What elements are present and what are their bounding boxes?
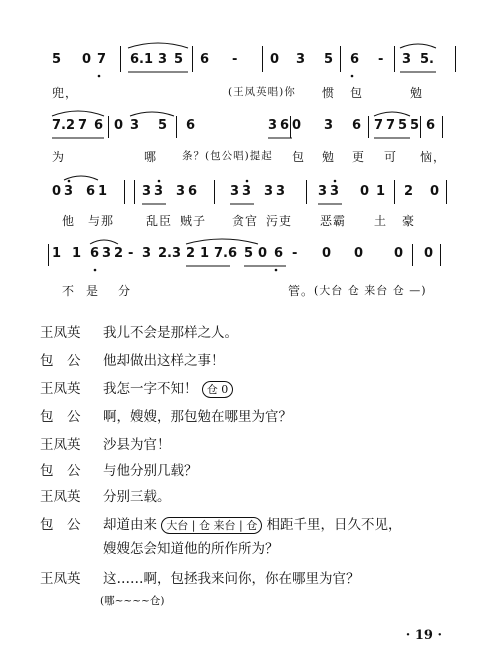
dialogue-text xyxy=(103,516,402,534)
note: 0 xyxy=(322,246,332,261)
speaker-name: 王凤英 xyxy=(40,325,81,341)
slur-marks xyxy=(0,52,490,82)
lyric: 更 xyxy=(352,150,366,164)
note: 1 xyxy=(376,184,386,199)
percussion-cue: (哪~~~~仓) xyxy=(100,595,165,607)
lyrics-row xyxy=(0,212,490,232)
notation-row xyxy=(0,118,490,144)
note: 3 xyxy=(142,246,152,261)
score-system-1 xyxy=(0,40,490,110)
note: - xyxy=(128,246,134,261)
note: 7.6 xyxy=(214,246,238,261)
lyric: 管。 xyxy=(288,284,315,298)
lyric: 分 xyxy=(118,284,132,298)
note: 1 xyxy=(98,184,108,199)
note: 6 xyxy=(90,246,100,261)
note: 3 xyxy=(176,184,186,199)
note: 0 xyxy=(258,246,268,261)
lyrics-row xyxy=(0,84,490,104)
note: - xyxy=(292,246,298,261)
slur-marks xyxy=(0,246,490,276)
note: 1 xyxy=(200,246,210,261)
note: 6.1 xyxy=(130,52,154,67)
note: 3 xyxy=(130,118,140,133)
note: 2 xyxy=(404,184,414,199)
note: 0 xyxy=(424,246,434,261)
note: 5 xyxy=(324,52,334,67)
note: 5 xyxy=(158,118,168,133)
lyric: 贼子 xyxy=(180,214,207,228)
dialogue-text: 啊，嫂嫂，那包勉在哪里为官？ xyxy=(103,409,292,425)
speaker-name: 王凤英 xyxy=(40,381,81,397)
dialogue-line xyxy=(0,516,490,560)
slur-marks xyxy=(0,118,490,148)
note: 6 xyxy=(188,184,198,199)
dialogue-text: 沙县为官！ xyxy=(103,437,171,453)
lyric: 土 xyxy=(374,214,388,228)
score-system-2 xyxy=(0,112,490,172)
note: 3 xyxy=(330,184,340,199)
lyric: 兜， xyxy=(52,86,79,100)
note: 3 xyxy=(158,52,168,67)
note: 6 xyxy=(280,118,290,133)
lyrics-row xyxy=(0,282,490,302)
note: 5 xyxy=(398,118,408,133)
note: 0 xyxy=(270,52,280,67)
note: 2.3 xyxy=(158,246,182,261)
note: 2 xyxy=(186,246,196,261)
note: 3 xyxy=(242,184,252,199)
note: 3 xyxy=(276,184,286,199)
lyric: 哪 xyxy=(144,150,158,164)
note: 0 xyxy=(82,52,92,67)
dialogue-text: 这……啊，包拯我来问你，你在哪里为官？ xyxy=(103,571,360,587)
lyric: 贪官 xyxy=(232,214,259,228)
lyric: 他 xyxy=(62,214,76,228)
dialogue-line xyxy=(0,570,490,614)
dialogue-text xyxy=(103,380,233,398)
lyrics-row xyxy=(0,148,490,168)
speaker-name: 包 公 xyxy=(40,353,81,369)
lyric: 乱臣 xyxy=(146,214,173,228)
note: 0 xyxy=(354,246,364,261)
lyric: 惯 xyxy=(322,86,336,100)
note: 1 xyxy=(72,246,82,261)
note: 6 xyxy=(352,118,362,133)
note: 3 xyxy=(402,52,412,67)
page-number: · 19 · xyxy=(405,628,442,643)
lyric: 不 xyxy=(62,284,76,298)
lyric: 勉 xyxy=(322,150,336,164)
note: 0 xyxy=(52,184,62,199)
note: 3 xyxy=(230,184,240,199)
note: 3 xyxy=(268,118,278,133)
lyric: 与那 xyxy=(88,214,115,228)
note: 7 xyxy=(386,118,396,133)
dialogue-text-continued: 嫂嫂怎会知道他的所作所为？ xyxy=(103,541,279,557)
note: - xyxy=(232,52,238,67)
lyric: 恶霸 xyxy=(320,214,347,228)
notation-row xyxy=(0,184,490,210)
note: 3 xyxy=(296,52,306,67)
note: 5. xyxy=(420,52,434,67)
note: 6 xyxy=(274,246,284,261)
dialogue-text: 他却做出这样之事！ xyxy=(103,353,225,369)
note: 6 xyxy=(350,52,360,67)
speaker-name: 王凤英 xyxy=(40,571,81,587)
note: 2 xyxy=(114,246,124,261)
note: 0 xyxy=(114,118,124,133)
note: 7 xyxy=(78,118,88,133)
note: 6 xyxy=(200,52,210,67)
speaker-name: 包 公 xyxy=(40,409,81,425)
note: 3 xyxy=(264,184,274,199)
note: 7 xyxy=(97,52,107,67)
speaker-name: 包 公 xyxy=(40,517,81,533)
lyric: (王凤英唱)你 xyxy=(228,86,296,98)
lyric: 条？(包公唱)提起 xyxy=(182,150,273,162)
lyric: 恼， xyxy=(420,150,447,164)
slur-marks xyxy=(0,184,490,214)
lyric: 包 xyxy=(292,150,306,164)
note: 3 xyxy=(318,184,328,199)
score-system-4 xyxy=(0,238,490,308)
percussion-cue: 大台 | 仓 来台 | 仓 xyxy=(161,517,262,534)
dialogue-text-after: 相距千里，日久不见， xyxy=(266,517,402,533)
note: 3 xyxy=(64,184,74,199)
note: 6 xyxy=(426,118,436,133)
note: 6 xyxy=(186,118,196,133)
note: 5 xyxy=(410,118,420,133)
lyric: 为 xyxy=(52,150,66,164)
dialogue-text: 分别三载。 xyxy=(103,489,171,505)
note: 3 xyxy=(142,184,152,199)
notation-row xyxy=(0,246,490,272)
lyric: 勉 xyxy=(410,86,424,100)
note: 1 xyxy=(52,246,62,261)
note: 0 xyxy=(292,118,302,133)
percussion-cue: 仓 0 xyxy=(202,381,234,398)
note: 0 xyxy=(430,184,440,199)
percussion-cue: (大台 仓 来台 仓 —) xyxy=(314,284,427,297)
note: 6 xyxy=(86,184,96,199)
dialogue-text: 与他分别几载？ xyxy=(103,463,198,479)
speaker-name: 王凤英 xyxy=(40,437,81,453)
dialogue-text-main: 我怎一字不知！ xyxy=(103,381,198,397)
speaker-name: 包 公 xyxy=(40,463,81,479)
note: 6 xyxy=(94,118,104,133)
note: 5 xyxy=(52,52,62,67)
lyric: 污吏 xyxy=(266,214,293,228)
note: - xyxy=(378,52,384,67)
lyric: 豪 xyxy=(402,214,416,228)
note: 5 xyxy=(174,52,184,67)
note: 5 xyxy=(244,246,254,261)
lyric: 包 xyxy=(350,86,364,100)
lyric: 可 xyxy=(384,150,398,164)
note: 7 xyxy=(374,118,384,133)
note: 3 xyxy=(154,184,164,199)
notation-row xyxy=(0,52,490,78)
score-system-3 xyxy=(0,174,490,236)
note: 0 xyxy=(394,246,404,261)
dialogue-text-before: 却道由来 xyxy=(103,517,157,533)
speaker-name: 王凤英 xyxy=(40,489,81,505)
lyric: 是 xyxy=(86,284,100,298)
note: 0 xyxy=(360,184,370,199)
note: 3 xyxy=(102,246,112,261)
note: 3 xyxy=(324,118,334,133)
note: 7.2 xyxy=(52,118,76,133)
dialogue-text: 我儿不会是那样之人。 xyxy=(103,325,238,341)
